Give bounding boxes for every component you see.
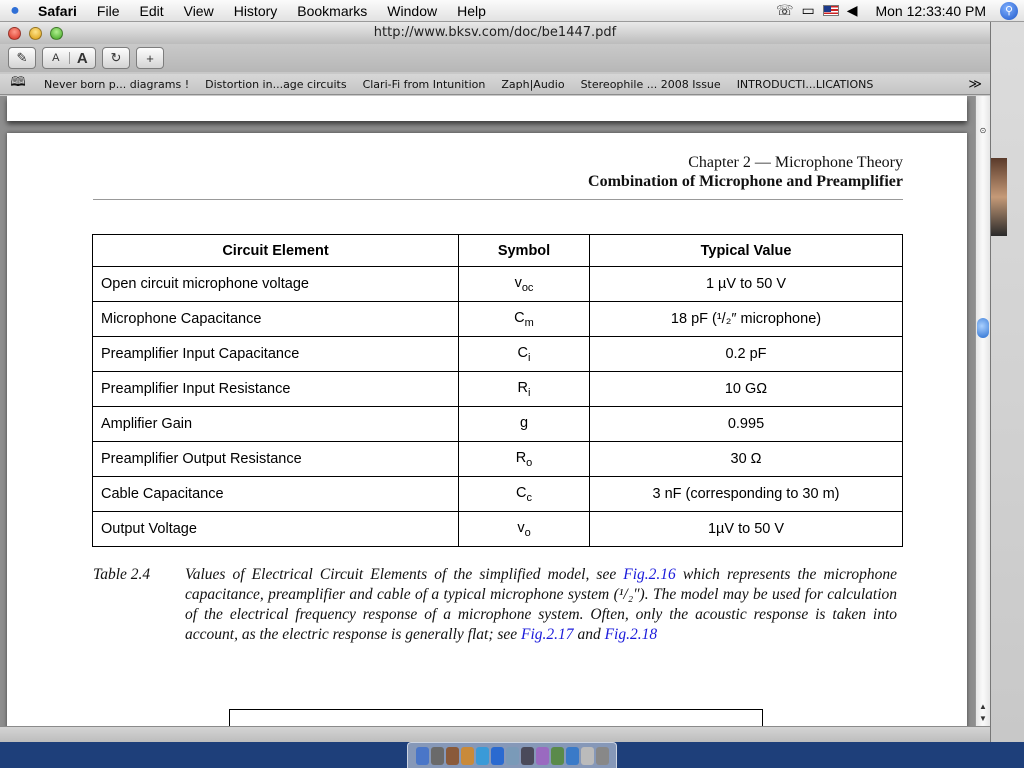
figure-frame — [229, 709, 763, 726]
caption-part: and — [573, 626, 605, 643]
phone-icon[interactable]: ☏ — [775, 2, 794, 18]
input-flag-icon[interactable] — [823, 5, 839, 16]
pdf-viewer[interactable] — [0, 96, 975, 726]
scroll-up-arrow-icon[interactable]: ▲ — [979, 702, 987, 711]
chapter-heading: Chapter 2 — Microphone Theory — [688, 154, 903, 171]
column-header: Typical Value — [590, 235, 903, 267]
symbol-cell — [459, 302, 590, 337]
table-row — [93, 407, 903, 442]
pdf-page — [7, 133, 967, 726]
element-cell: Cable Capacitance — [93, 477, 459, 512]
symbol-cell — [459, 512, 590, 547]
text-bigger-button[interactable]: A — [76, 49, 88, 67]
menu-clock[interactable]: Mon 12:33:40 PM — [875, 2, 986, 19]
value-cell: 10 GΩ — [590, 372, 903, 407]
bookmark-item[interactable]: Never born p... diagrams ! — [44, 77, 190, 91]
value-cell: 3 nF (corresponding to 30 m) — [590, 477, 903, 512]
bookmark-item[interactable]: Stereophile ... 2008 Issue — [580, 77, 721, 91]
value-cell: 1 µV to 50 V — [590, 267, 903, 302]
symbol-cell — [459, 442, 590, 477]
fig-2-16-link[interactable]: Fig.2.16 — [623, 566, 676, 583]
dock-app-icon[interactable] — [476, 747, 489, 765]
scroll-down-arrow-icon[interactable]: ▼ — [979, 714, 987, 723]
symbol-cell — [459, 477, 590, 512]
symbol-base: v — [514, 274, 522, 291]
table-row — [93, 442, 903, 477]
symbol-cell — [459, 267, 590, 302]
table-row — [93, 512, 903, 547]
symbol-cell — [459, 337, 590, 372]
symbol-subscript: c — [526, 491, 532, 504]
table-row — [93, 477, 903, 512]
menu-history[interactable]: History — [233, 2, 278, 19]
symbol-base: C — [516, 484, 527, 501]
circuit-elements-table — [92, 234, 903, 547]
value-cell: 0.2 pF — [590, 337, 903, 372]
symbol-subscript: oc — [521, 281, 534, 294]
dock-app-icon[interactable] — [521, 747, 534, 765]
menu-view[interactable]: View — [183, 2, 214, 19]
element-cell: Output Voltage — [93, 512, 459, 547]
dock-app-icon[interactable] — [566, 747, 579, 765]
window-title: http://www.bksv.com/doc/be1447.pdf — [373, 25, 617, 40]
bookmark-item[interactable]: Clari-Fi from Intunition — [362, 77, 486, 91]
apple-menu-icon[interactable]: ● — [10, 1, 20, 19]
caption-text — [185, 565, 897, 645]
symbol-subscript: i — [528, 386, 531, 399]
header-rule — [93, 199, 903, 200]
caption-label: Table 2.4 — [93, 566, 151, 583]
previous-page — [7, 96, 967, 121]
dock-app-icon[interactable] — [551, 747, 564, 765]
status-bar — [0, 726, 990, 742]
symbol-subscript: o — [524, 526, 531, 539]
caption-part: Values of Electrical Circuit Elements of the simplified model, see — [185, 566, 624, 583]
bookmarks-bar — [0, 74, 990, 95]
element-cell: Preamplifier Output Resistance — [93, 442, 459, 477]
table-body — [93, 267, 903, 547]
table-row — [93, 302, 903, 337]
toolbar — [0, 44, 990, 72]
element-cell: Open circuit microphone voltage — [93, 267, 459, 302]
menu-bookmarks[interactable]: Bookmarks — [297, 2, 368, 19]
vertical-scrollbar[interactable] — [975, 96, 990, 726]
pencil-icon: ✎ — [16, 50, 28, 65]
value-cell: 18 pF (¹/₂″ microphone) — [590, 302, 903, 337]
menu-app[interactable]: Safari — [38, 2, 77, 19]
dock-app-icon[interactable] — [446, 747, 459, 765]
background-image — [991, 158, 1007, 236]
text-size-buttons — [42, 47, 96, 69]
symbol-base: v — [517, 519, 525, 536]
symbol-base: C — [514, 309, 525, 326]
menu-help[interactable]: Help — [457, 2, 486, 19]
add-bookmark-button[interactable] — [136, 47, 164, 69]
background-window[interactable] — [990, 22, 1024, 742]
bookmark-item[interactable]: Zaph|Audio — [501, 77, 565, 91]
display-icon[interactable]: ▭ — [801, 2, 815, 18]
title-bar — [0, 22, 990, 44]
reload-icon: ↻ — [110, 50, 122, 65]
text-smaller-button[interactable]: A — [43, 52, 70, 64]
symbol-subscript: o — [526, 456, 533, 469]
symbol-base: g — [519, 414, 529, 431]
symbol-base: C — [517, 344, 529, 361]
element-cell: Preamplifier Input Resistance — [93, 372, 459, 407]
element-cell: Preamplifier Input Capacitance — [93, 337, 459, 372]
fig-2-17-link[interactable]: Fig.2.17 — [521, 626, 574, 643]
table-row — [93, 337, 903, 372]
dock-app-icon[interactable] — [461, 747, 474, 765]
section-heading: Combination of Microphone and Preamplifier — [588, 173, 903, 190]
element-cell: Amplifier Gain — [93, 407, 459, 442]
table-row — [93, 267, 903, 302]
table-header-row — [93, 235, 903, 267]
fig-2-18-link[interactable]: Fig.2.18 — [604, 626, 658, 643]
menu-bar — [0, 0, 1024, 22]
symbol-base: R — [515, 449, 527, 466]
dock-safari-icon[interactable] — [491, 747, 504, 765]
dock — [407, 742, 617, 768]
dock-app-icon[interactable] — [536, 747, 549, 765]
value-cell: 1µV to 50 V — [590, 512, 903, 547]
book-icon[interactable]: 🕮 — [10, 75, 26, 90]
volume-icon[interactable]: ◀ — [846, 2, 858, 18]
symbol-subscript: i — [528, 351, 531, 364]
dock-trash-icon[interactable] — [596, 747, 609, 765]
element-cell: Microphone Capacitance — [93, 302, 459, 337]
dock-dashboard-icon[interactable] — [431, 747, 444, 765]
symbol-cell — [459, 372, 590, 407]
edit-bookmark-button[interactable] — [8, 47, 36, 69]
menu-edit[interactable]: Edit — [139, 2, 164, 19]
scroll-thumb[interactable] — [977, 318, 989, 338]
symbol-base: R — [517, 379, 529, 396]
menu-extras — [776, 2, 1024, 20]
bookmark-item[interactable]: INTRODUCTI...LICATIONS — [736, 77, 874, 91]
dock-app-icon[interactable] — [581, 747, 594, 765]
menu-window[interactable]: Window — [387, 2, 438, 19]
menu-file[interactable]: File — [96, 2, 120, 19]
reload-button[interactable] — [102, 47, 130, 69]
dock-app-icon[interactable] — [506, 747, 519, 765]
value-cell: 30 Ω — [590, 442, 903, 477]
bookmark-item[interactable]: Distortion in...age circuits — [205, 77, 347, 91]
safari-window — [0, 22, 990, 742]
spotlight-icon[interactable]: ⚲ — [1000, 2, 1018, 20]
value-cell: 0.995 — [590, 407, 903, 442]
caption-part: which represents the microphone capacitance, preamplifier and cable of a typical microphone system (¹/₂″). The model may be used for calculation of the electrical frequency response of a microphone system. Often, only the acoustic response is taken into account, as the electric response is generally flat; see — [185, 566, 897, 643]
symbol-cell — [459, 407, 590, 442]
bookmarks-overflow-icon[interactable]: ≫ — [968, 76, 982, 92]
table-row — [93, 372, 903, 407]
column-header: Circuit Element — [93, 235, 459, 267]
dock-finder-icon[interactable] — [416, 747, 429, 765]
column-header: Symbol — [459, 235, 590, 267]
table-caption — [93, 565, 903, 645]
symbol-subscript: m — [524, 316, 534, 329]
plus-icon: + — [146, 50, 154, 66]
scroll-marker-icon: ⊙ — [979, 126, 987, 135]
